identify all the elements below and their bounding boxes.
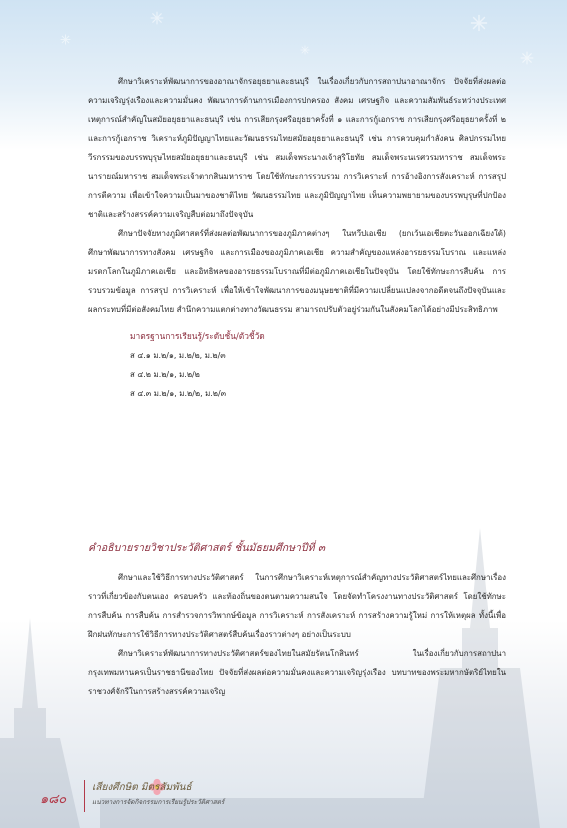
standard-item: ส ๔.๒ ม.๒/๑, ม.๒/๒ xyxy=(130,370,200,379)
paragraph-ayutthaya: ศึกษาวิเคราะห์พัฒนาการของอาณาจักรอยุธยาและธนบุรี ในเรื่องเกี่ยวกับการสถาปนาอาณาจักร ปัจจัยที่ส่งผลต่อความเจริญรุ่งเรืองและความมั่นคง พัฒนาการด้านการเมืองการปกครอง สังคม เศรษฐกิจ และความสัมพันธ์ระหว่างประเทศ เหตุการณ์สำคัญในสมัยอยุธยาและธนบุรี เช่น การเสียกรุงศรีอยุธยาครั้งที่ ๑ และการกู้เอกราช การเสียกรุงศรีอยุธยาครั้งที่ ๒ และการกู้เอกราช วิเคราะห์ภูมิปัญญาไทยและวัฒนธรรมไทยสมัยอยุธยาและธนบุรี เช่น การควบคุมกำลังคน ศิลปกรรมไทย วีรกรรมของบรรพบุรุษไทยสมัยอยุธยาและธนบุรี เช่น สมเด็จพระนางเจ้าสุริโยทัย สมเด็จพระนเรศวรมหาราช สมเด็จพระนารายณ์มหาราช สมเด็จพระเจ้าตากสินมหาราช โดยใช้ทักษะการรวบรวม การวิเคราะห์ การอ้างอิงการสังเคราะห์ การสรุป การตีความ เพื่อเข้าใจความเป็นมาของชาติไทย วัฒนธรรมไทย และภูมิปัญญาไทย เห็นความพยายามของบรรพบุรุษที่ปกป้องชาติและสร้างสรรค์ความเจริญสืบต่อมาถึงปัจจุบัน xyxy=(88,77,506,219)
paragraph-historical-method: ศึกษาและใช้วิธีการทางประวัติศาสตร์ ในการศึกษาวิเคราะห์เหตุการณ์สำคัญทางประวัติศาสตร์ไทยและศึกษาเรื่องราวที่เกี่ยวข้องกับตนเอง ครอบครัว และท้องถิ่นของตนตามความสนใจ โดยจัดทำโครงงานทางประวัติศาสตร์ โดยใช้ทักษะการสืบค้น การสืบค้น การสำรวจการวิพากษ์ข้อมูล การวิเคราะห์ การสังเคราะห์ การสร้างความรู้ใหม่ การให้เหตุผล ทั้งนี้เพื่อฝึกฝนทักษะการใช้วิธีการทางประวัติศาสตร์สืบค้นเรื่องราวต่างๆ อย่างเป็นระบบ xyxy=(88,573,506,639)
standards-heading: มาตรฐานการเรียนรู้/ระดับชั้น/ตัวชี้วัด xyxy=(130,331,265,341)
snowflake-icon xyxy=(520,50,534,64)
snowflake-icon xyxy=(150,10,164,24)
footer-book-title: เสียงศึกษิต มิตรสัมพันธ์ xyxy=(92,782,192,793)
paragraph-asia-geography: ศึกษาปัจจัยทางภูมิศาสตร์ที่ส่งผลต่อพัฒนาการของภูมิภาคต่างๆ ในทวีปเอเชีย (ยกเว้นเอเชียตะวันออกเฉียงใต้) ศึกษาพัฒนาการทางสังคม เศรษฐกิจ และการเมืองของภูมิภาคเอเชีย ความสำคัญของแหล่งอารยธรรมโบราณ และแหล่งมรดกโลกในภูมิภาคเอเชีย และอิทธิพลของอารยธรรมโบราณที่มีต่อภูมิภาคเอเชียในปัจจุบัน โดยใช้ทักษะการสืบค้น การรวบรวมข้อมูล การสรุป การวิเคราะห์ เพื่อให้เข้าใจพัฒนาการของมนุษยชาติที่มีความเปลี่ยนแปลงจากอดีตจนถึงปัจจุบันและผลกระทบที่มีต่อสังคมไทย สำนึกความแตกต่างทางวัฒนธรรม สามารถปรับตัวอยู่ร่วมกันในสังคมโลกได้อย่างมีประสิทธิภาพ xyxy=(88,229,506,314)
standard-item: ส ๔.๑ ม.๒/๑, ม.๒/๒, ม.๒/๓ xyxy=(130,351,226,360)
paragraph-rattanakosin: ศึกษาวิเคราะห์พัฒนาการทางประวัติศาสตร์ของไทยในสมัยรัตนโกสินทร์ ในเรื่องเกี่ยวกับการสถาปนากรุงเทพมหานครเป็นราชธานีของไทย ปัจจัยที่ส่งผลต่อความมั่นคงและความเจริญรุ่งเรือง บทบาทของพระมหากษัตริย์ไทยในราชวงศ์จักรีในการสร้างสรรค์ความเจริญ xyxy=(88,649,506,696)
footer-book-subtitle: แนวทางการจัดกิจกรรมการเรียนรู้ประวัติศาสตร์ xyxy=(92,798,225,806)
body-text-section-1 xyxy=(88,72,506,403)
page-number: ๑๘๐ xyxy=(40,792,67,807)
body-text-section-2 xyxy=(88,568,506,701)
snowflake-icon xyxy=(60,30,71,41)
footer-divider xyxy=(84,780,85,812)
snowflake-icon xyxy=(470,14,488,32)
snowflake-icon xyxy=(300,40,310,50)
page-footer xyxy=(40,778,340,818)
course-description-heading: คำอธิบายรายวิชาประวัติศาสตร์ ชั้นมัธยมศึกษาปีที่ ๓ xyxy=(88,542,326,554)
standard-item: ส ๔.๓ ม.๒/๑, ม.๒/๒, ม.๒/๓ xyxy=(130,389,227,398)
